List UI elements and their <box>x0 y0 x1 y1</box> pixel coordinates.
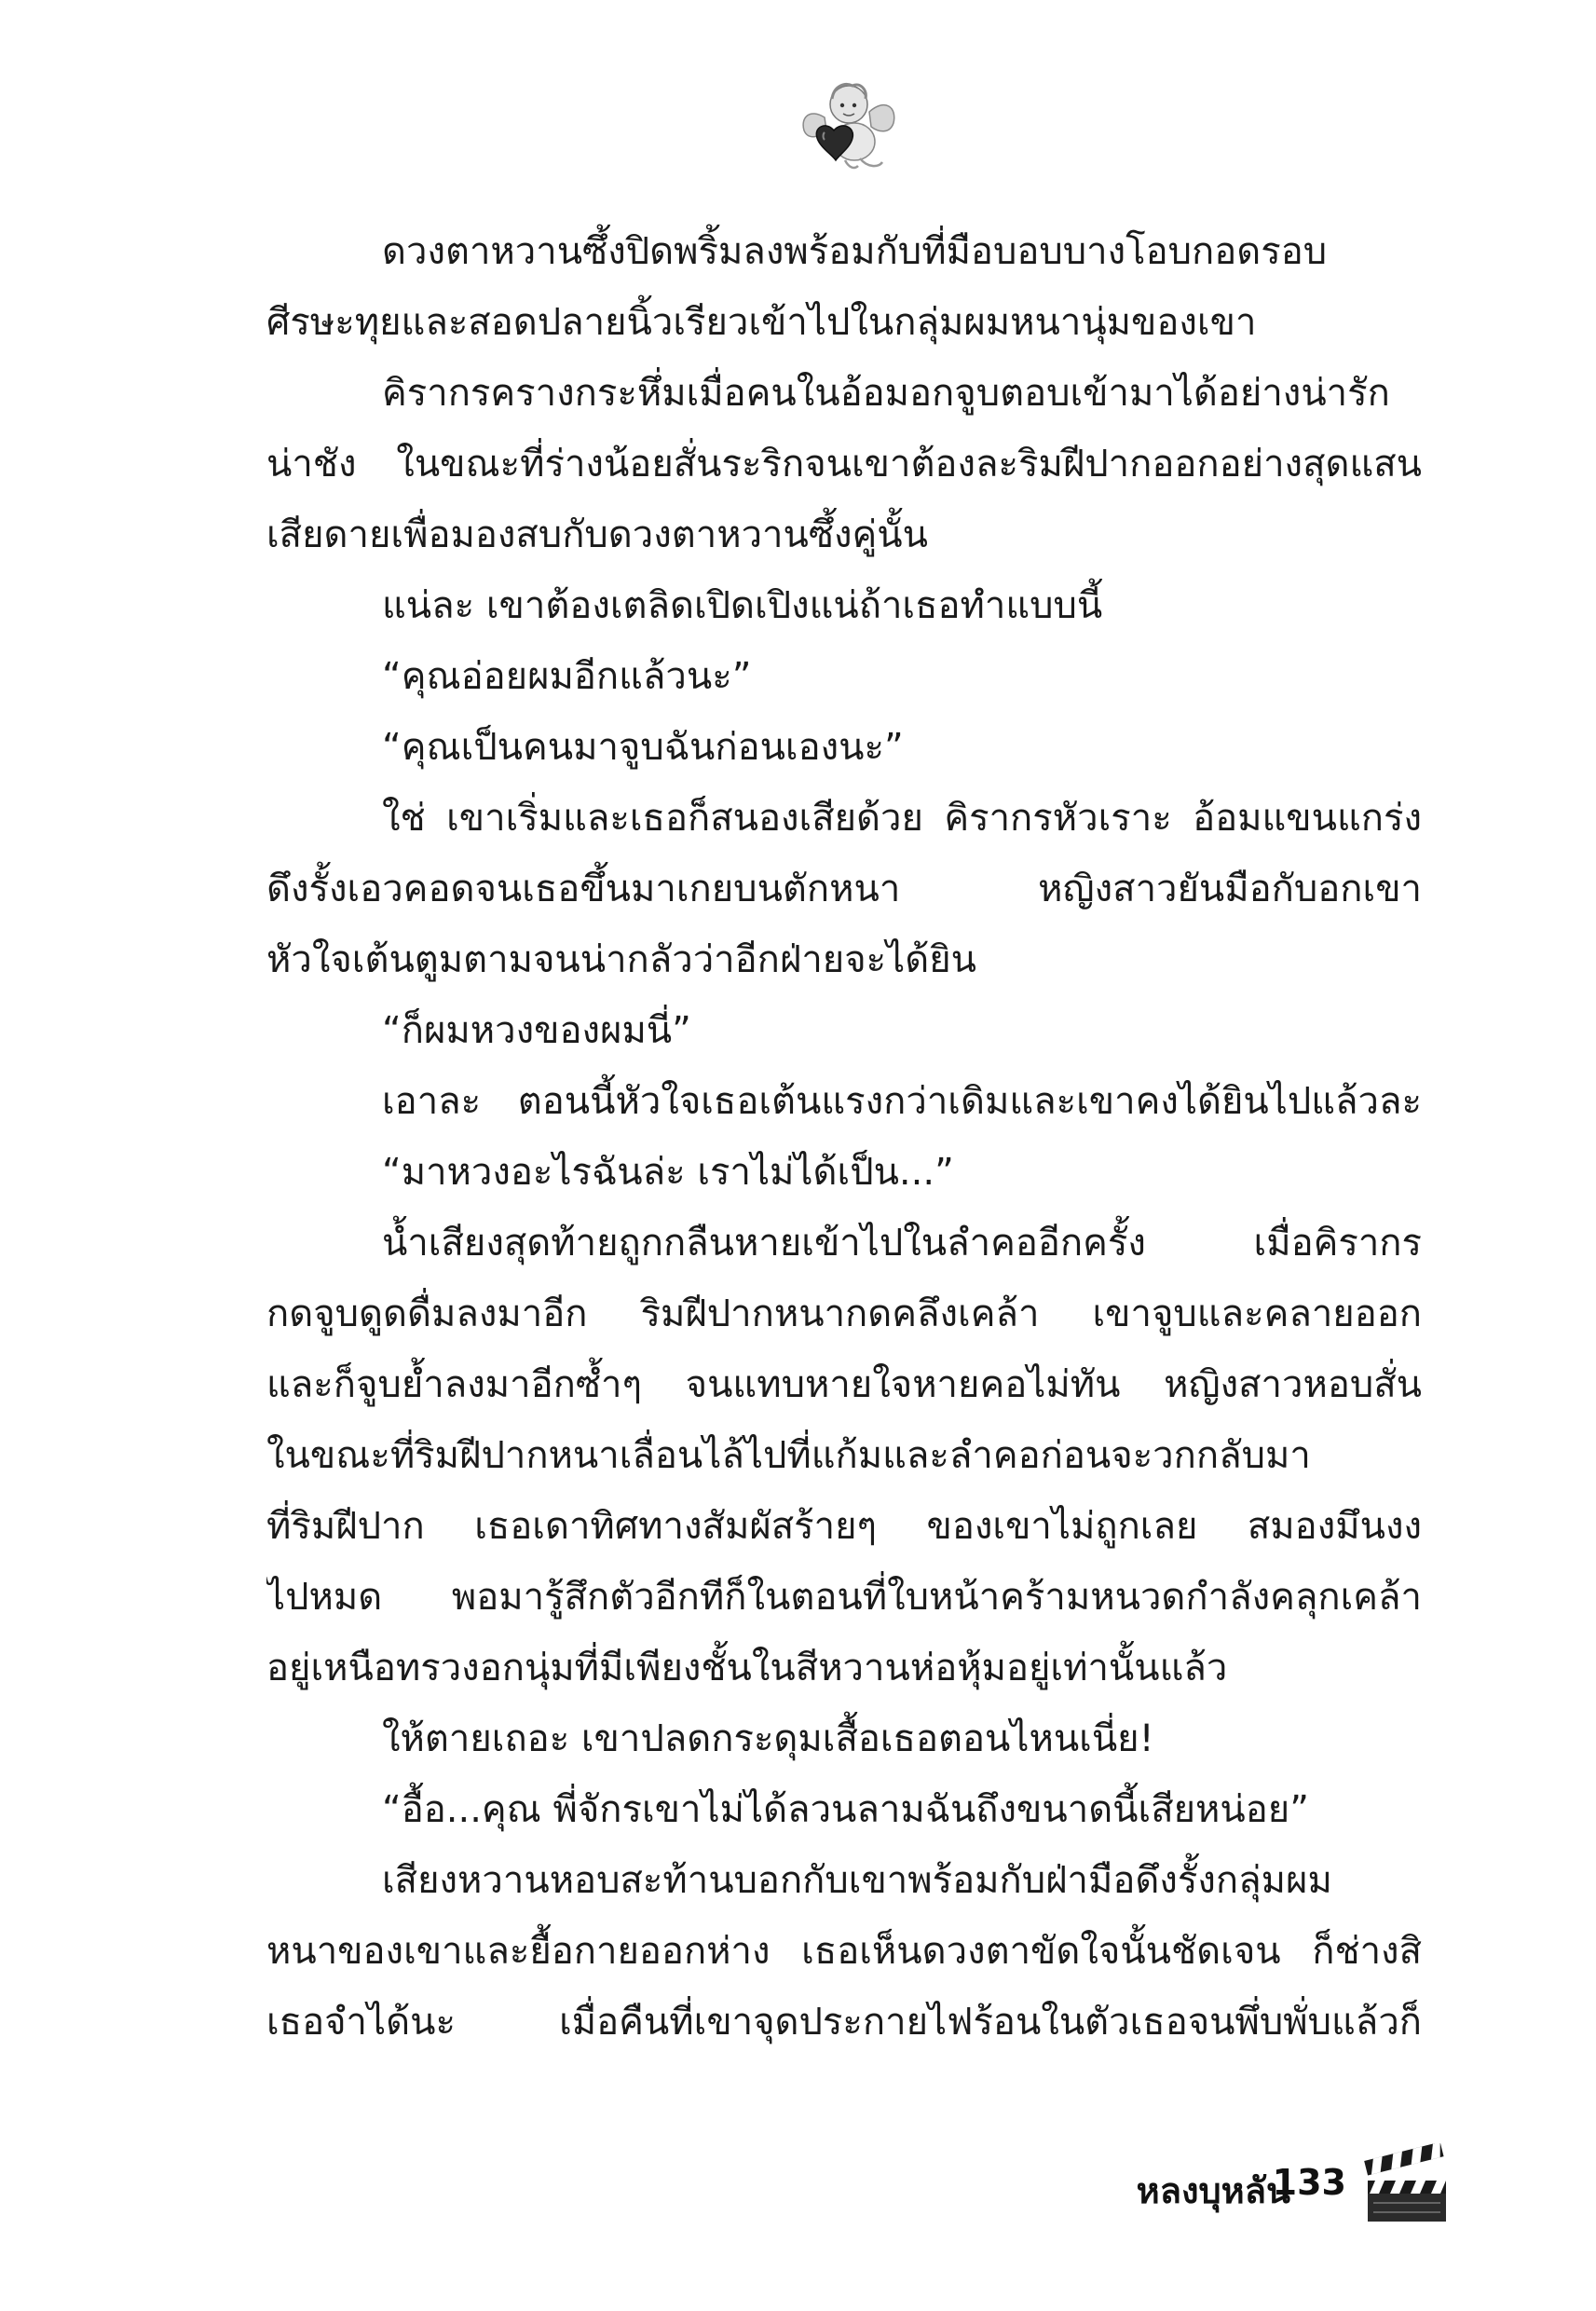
paragraph-line: ศีรษะทุยและสอดปลายนิ้วเรียวเข้าไปในกลุ่มผมหนานุ่มของเขา <box>266 301 1257 344</box>
paragraph-line: เสียงหวานหอบสะท้านบอกกับเขาพร้อมกับฝ่ามือดึงรั้งกลุ่มผม <box>382 1859 1332 1902</box>
paragraph-line: หนาของเขาและยื้อกายออกห่าง เธอเห็นดวงตาขัดใจนั้นชัดเจน ก็ช่างสิ <box>266 1930 1422 1973</box>
paragraph-line: แน่ละ เขาต้องเตลิดเปิดเปิงแน่ถ้าเธอทำแบบนี้ <box>382 584 1103 627</box>
body-text <box>266 216 1422 2058</box>
paragraph-line: เอาละ ตอนนี้หัวใจเธอเต้นแรงกว่าเดิมและเขาคงได้ยินไปแล้วละ <box>382 1080 1422 1123</box>
cupid-holding-heart-icon <box>797 75 899 177</box>
paragraph-line: น่าชัง ในขณะที่ร่างน้อยสั่นระริกจนเขาต้องละริมฝีปากออกอย่างสุดแสน <box>266 443 1422 485</box>
dialogue-line: “อื้อ...คุณ พี่จักรเขาไม่ได้ลวนลามฉันถึงขนาดนี้เสียหน่อย” <box>382 1788 1309 1831</box>
paragraph-line: คิรากรครางกระหึ่มเมื่อคนในอ้อมอกจูบตอบเข้ามาได้อย่างน่ารัก <box>382 372 1390 415</box>
paragraph-line: เธอจำได้นะ เมื่อคืนที่เขาจุดประกายไฟร้อนในตัวเธอจนพึ่บพั่บแล้วก็ <box>266 2001 1422 2044</box>
paragraph-line: ในขณะที่ริมฝีปากหนาเลื่อนไล้ไปที่แก้มและลำคอก่อนจะวกกลับมา <box>266 1434 1311 1477</box>
book-title: หลงบุหลัน <box>1136 2170 1290 2211</box>
page-footer <box>1025 2143 1453 2227</box>
paragraph-line: ดวงตาหวานซึ้งปิดพริ้มลงพร้อมกับที่มือบอบบางโอบกอดรอบ <box>382 230 1328 273</box>
dialogue-line: “มาหวงอะไรฉันล่ะ เราไม่ได้เป็น...” <box>382 1151 954 1194</box>
dialogue-line: “ก็ผมหวงของผมนี่” <box>382 1009 691 1052</box>
paragraph-line: เสียดายเพื่อมองสบกับดวงตาหวานซึ้งคู่นั้น <box>266 513 928 556</box>
paragraph-line: น้ำเสียงสุดท้ายถูกกลืนหายเข้าไปในลำคออีกครั้ง เมื่อคิรากร <box>382 1222 1422 1265</box>
film-clapperboard-icon <box>1360 2143 1453 2227</box>
dialogue-line: “คุณอ่อยผมอีกแล้วนะ” <box>382 655 752 698</box>
paragraph-line: กดจูบดูดดื่มลงมาอีก ริมฝีปากหนากดคลึงเคล้า เขาจูบและคลายออก <box>266 1292 1422 1335</box>
paragraph-line: ที่ริมฝีปาก เธอเดาทิศทางสัมผัสร้ายๆ ของเขาไม่ถูกเลย สมองมึนงง <box>266 1505 1422 1548</box>
dialogue-line: “คุณเป็นคนมาจูบฉันก่อนเองนะ” <box>382 726 904 769</box>
paragraph-line: ดึงรั้งเอวคอดจนเธอขึ้นมาเกยบนตักหนา หญิงสาวยันมือกับอกเขา <box>266 868 1422 910</box>
paragraph-line: ใช่ เขาเริ่มและเธอก็สนองเสียด้วย คิรากรหัวเราะ อ้อมแขนแกร่ง <box>382 797 1422 840</box>
paragraph-line: ให้ตายเถอะ เขาปลดกระดุมเสื้อเธอตอนไหนเนี่ย! <box>382 1717 1154 1760</box>
paragraph-line: และก็จูบย้ำลงมาอีกซ้ำๆ จนแทบหายใจหายคอไม่ทัน หญิงสาวหอบสั่น <box>266 1363 1422 1406</box>
paragraph-line: อยู่เหนือทรวงอกนุ่มที่มีเพียงชั้นในสีหวานห่อหุ้มอยู่เท่านั้นแล้ว <box>266 1647 1228 1689</box>
page-number: 133 <box>1272 2162 1346 2203</box>
paragraph-line: ไปหมด พอมารู้สึกตัวอีกทีก็ในตอนที่ใบหน้าคร้ามหนวดกำลังคลุกเคล้า <box>266 1576 1422 1619</box>
paragraph-line: หัวใจเต้นตูมตามจนน่ากลัวว่าอีกฝ่ายจะได้ยิน <box>266 938 977 981</box>
